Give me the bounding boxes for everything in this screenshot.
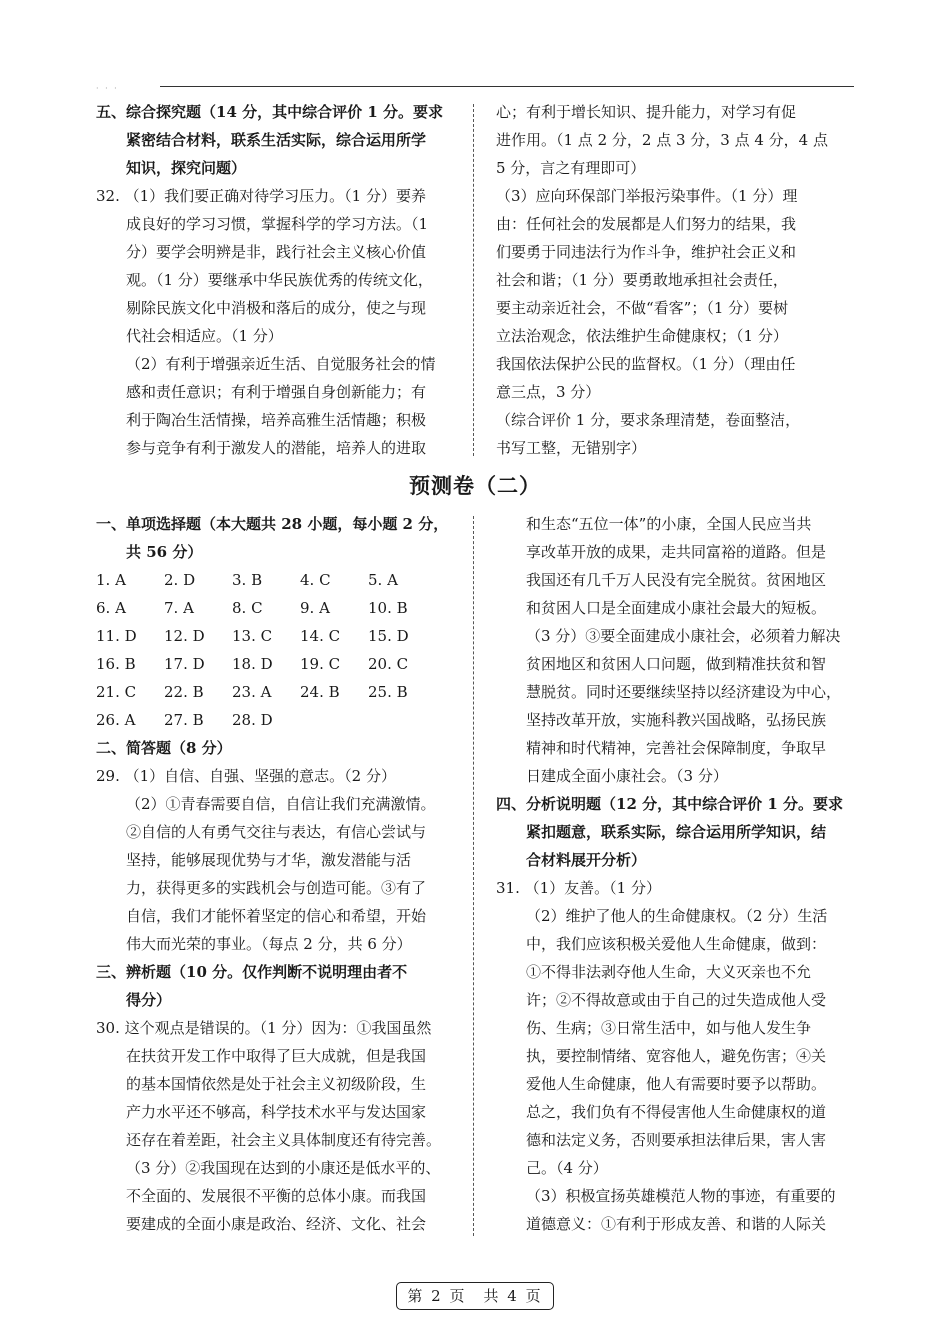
text-line: 坚持，能够展现优势与才华，激发潜能与活 bbox=[126, 851, 412, 869]
corner-mark: · · · bbox=[96, 84, 119, 93]
text-line: 32. （1）我们要正确对待学习压力。（1 分）要养 bbox=[96, 187, 426, 205]
text-line: 成良好的学习习惯，掌握科学的学习方法。（1 bbox=[126, 215, 429, 233]
upper-column-divider bbox=[473, 104, 474, 456]
text-line: 三、辨析题（10 分。仅作判断不说明理由者不 bbox=[96, 963, 408, 981]
text-line: 许；②不得故意或由于自己的过失造成他人受 bbox=[526, 991, 827, 1009]
text-line: 日建成全面小康社会。（3 分） bbox=[526, 767, 728, 785]
text-line: 剔除民族文化中消极和落后的成分，使之与现 bbox=[126, 299, 427, 317]
answer-item: 9. A bbox=[300, 599, 330, 617]
text-line: 共 56 分） bbox=[126, 543, 203, 561]
answer-item: 26. A bbox=[96, 711, 136, 729]
text-line: 产力水平还不够高，科学技术水平与发达国家 bbox=[126, 1103, 427, 1121]
text-line: 自信，我们才能怀着坚定的信心和希望，开始 bbox=[126, 907, 427, 925]
answer-item: 8. C bbox=[232, 599, 263, 617]
text-line: 代社会相适应。（1 分） bbox=[126, 327, 283, 345]
text-line: 合材料展开分析） bbox=[526, 851, 647, 869]
header-rule bbox=[160, 86, 854, 87]
text-line: 我国还有几千万人民没有完全脱贫。贫困地区 bbox=[526, 571, 827, 589]
answer-item: 4. C bbox=[300, 571, 331, 589]
answer-item: 2. D bbox=[164, 571, 196, 589]
upper-right-column bbox=[496, 98, 860, 462]
text-line: 伤、生病；③日常生活中，如与他人发生争 bbox=[526, 1019, 812, 1037]
text-line: 在扶贫开发工作中取得了巨大成就，但是我国 bbox=[126, 1047, 427, 1065]
answer-item: 18. D bbox=[232, 655, 273, 673]
text-line: 贫困地区和贫困人口问题，做到精准扶贫和智 bbox=[526, 655, 827, 673]
answer-item: 25. B bbox=[368, 683, 408, 701]
text-line: 我国依法保护公民的监督权。（1 分）（理由任 bbox=[496, 355, 796, 373]
text-line: 要主动亲近社会，不做“看客”；（1 分）要树 bbox=[496, 299, 789, 317]
lower-left-column bbox=[96, 510, 466, 1238]
section-title: 预测卷（二） bbox=[409, 473, 541, 498]
text-line: 坚持改革开放，实施科教兴国战略，弘扬民族 bbox=[526, 711, 827, 729]
text-line: 要建成的全面小康是政治、经济、文化、社会 bbox=[126, 1215, 427, 1233]
text-line: 道德意义：①有利于形成友善、和谐的人际关 bbox=[526, 1215, 827, 1233]
answer-item: 7. A bbox=[164, 599, 194, 617]
text-line: （综合评价 1 分，要求条理清楚，卷面整洁， bbox=[496, 411, 801, 429]
text-line: （3 分）②我国现在达到的小康还是低水平的、 bbox=[126, 1159, 441, 1177]
text-line: 的基本国情依然是处于社会主义初级阶段，生 bbox=[126, 1075, 427, 1093]
text-line: 慧脱贫。同时还要继续坚持以经济建设为中心， bbox=[526, 683, 842, 701]
answer-row bbox=[96, 622, 466, 650]
text-line: 五、综合探究题（14 分，其中综合评价 1 分。要求 bbox=[96, 103, 443, 121]
mc-answer-grid bbox=[96, 566, 466, 734]
answer-row bbox=[96, 706, 466, 734]
answer-item: 11. D bbox=[96, 627, 137, 645]
text-line: （2）①青春需要自信，自信让我们充满激情。 bbox=[126, 795, 436, 813]
text-line: 利于陶冶生活情操，培养高雅生活情趣；积极 bbox=[126, 411, 427, 429]
text-line: 30. 这个观点是错误的。（1 分）因为：①我国虽然 bbox=[96, 1019, 432, 1037]
text-line: （2）维护了他人的生命健康权。（2 分）生活 bbox=[526, 907, 828, 925]
text-line: 中，我们应该积极关爱他人生命健康，做到： bbox=[526, 935, 827, 953]
text-line: 己。（4 分） bbox=[526, 1159, 608, 1177]
page-number-footer: 第 2 页 共 4 页 bbox=[396, 1282, 554, 1310]
text-line: 感和责任意识；有利于增强自身创新能力；有 bbox=[126, 383, 427, 401]
text-line: 紧密结合材料，联系生活实际，综合运用所学 bbox=[126, 131, 427, 149]
answer-item: 19. C bbox=[300, 655, 341, 673]
answer-item: 15. D bbox=[368, 627, 409, 645]
text-line: 们要勇于同违法行为作斗争，维护社会正义和 bbox=[496, 243, 797, 261]
text-line: 书写工整，无错别字） bbox=[496, 439, 647, 457]
answer-item: 12. D bbox=[164, 627, 205, 645]
text-line: 观。（1 分）要继承中华民族优秀的传统文化， bbox=[126, 271, 433, 289]
text-line: 总之，我们负有不得侵害他人生命健康权的道 bbox=[526, 1103, 827, 1121]
answer-item: 28. D bbox=[232, 711, 273, 729]
text-line: 分）要学会明辨是非，践行社会主义核心价值 bbox=[126, 243, 427, 261]
text-line: 心；有利于增长知识、提升能力，对学习有促 bbox=[496, 103, 797, 121]
text-line: 和贫困人口是全面建成小康社会最大的短板。 bbox=[526, 599, 827, 617]
answer-row bbox=[96, 594, 466, 622]
text-line: 紧扣题意，联系实际，综合运用所学知识，结 bbox=[526, 823, 827, 841]
text-line: 德和法定义务，否则要承担法律后果，害人害 bbox=[526, 1131, 827, 1149]
answer-item: 6. A bbox=[96, 599, 126, 617]
answer-item: 13. C bbox=[232, 627, 273, 645]
text-line: 和生态“五位一体”的小康，全国人民应当共 bbox=[526, 515, 812, 533]
answer-row bbox=[96, 650, 466, 678]
lower-left-body bbox=[96, 734, 466, 1238]
text-line: 执，要控制情绪、宽容他人，避免伤害；④关 bbox=[526, 1047, 827, 1065]
answer-row bbox=[96, 566, 466, 594]
text-line: ②自信的人有勇气交往与表达，有信心尝试与 bbox=[126, 823, 427, 841]
text-line: 一、单项选择题（本大题共 28 小题，每小题 2 分， bbox=[96, 515, 449, 533]
answer-item: 21. C bbox=[96, 683, 137, 701]
lower-right-column bbox=[496, 510, 860, 1238]
text-line: （3 分）③要全面建成小康社会，必须着力解决 bbox=[526, 627, 841, 645]
answer-item: 16. B bbox=[96, 655, 136, 673]
answer-item: 27. B bbox=[164, 711, 204, 729]
text-line: 进作用。（1 点 2 分，2 点 3 分，3 点 4 分，4 点 bbox=[496, 131, 828, 149]
answer-row bbox=[96, 678, 466, 706]
answer-item: 10. B bbox=[368, 599, 408, 617]
answer-item: 14. C bbox=[300, 627, 341, 645]
answer-item: 23. A bbox=[232, 683, 272, 701]
text-line: 爱他人生命健康，他人有需要时要予以帮助。 bbox=[526, 1075, 827, 1093]
text-line: 5 分，言之有理即可） bbox=[496, 159, 646, 177]
text-line: 由：任何社会的发展都是人们努力的结果，我 bbox=[496, 215, 797, 233]
answer-item: 1. A bbox=[96, 571, 126, 589]
answer-item: 3. B bbox=[232, 571, 263, 589]
answer-item: 20. C bbox=[368, 655, 409, 673]
text-line: 29. （1）自信、自强、坚强的意志。（2 分） bbox=[96, 767, 396, 785]
answer-item: 17. D bbox=[164, 655, 205, 673]
text-line: （3）积极宣扬英雄模范人物的事迹，有重要的 bbox=[526, 1187, 836, 1205]
answer-item: 22. B bbox=[164, 683, 204, 701]
text-line: 立法治观念，依法维护生命健康权；（1 分） bbox=[496, 327, 788, 345]
text-line: ①不得非法剥夺他人生命，大义灭亲也不允 bbox=[526, 963, 812, 981]
upper-left-column bbox=[96, 98, 466, 462]
text-line: 享改革开放的成果，走共同富裕的道路。但是 bbox=[526, 543, 827, 561]
text-line: 参与竞争有利于激发人的潜能，培养人的进取 bbox=[126, 439, 427, 457]
text-line: 得分） bbox=[126, 991, 172, 1009]
mc-heading bbox=[96, 510, 466, 566]
text-line: 伟大而光荣的事业。（每点 2 分，共 6 分） bbox=[126, 935, 412, 953]
text-line: （2）有利于增强亲近生活、自觉服务社会的情 bbox=[126, 355, 436, 373]
lower-column-divider bbox=[473, 516, 474, 1236]
text-line: 还存在着差距，社会主义具体制度还有待完善。 bbox=[126, 1131, 442, 1149]
text-line: 不全面的、发展很不平衡的总体小康。而我国 bbox=[126, 1187, 427, 1205]
text-line: 知识，探究问题） bbox=[126, 159, 247, 177]
text-line: 意三点，3 分） bbox=[496, 383, 601, 401]
answer-item: 24. B bbox=[300, 683, 340, 701]
text-line: 二、简答题（8 分） bbox=[96, 739, 232, 757]
text-line: 社会和谐；（1 分）要勇敢地承担社会责任， bbox=[496, 271, 788, 289]
text-line: 31. （1）友善。（1 分） bbox=[496, 879, 661, 897]
text-line: （3）应向环保部门举报污染事件。（1 分）理 bbox=[496, 187, 798, 205]
text-line: 力，获得更多的实践机会与创造可能。③有了 bbox=[126, 879, 427, 897]
text-line: 四、分析说明题（12 分，其中综合评价 1 分。要求 bbox=[496, 795, 843, 813]
text-line: 精神和时代精神，完善社会保障制度，争取早 bbox=[526, 739, 827, 757]
answer-item: 5. A bbox=[368, 571, 398, 589]
